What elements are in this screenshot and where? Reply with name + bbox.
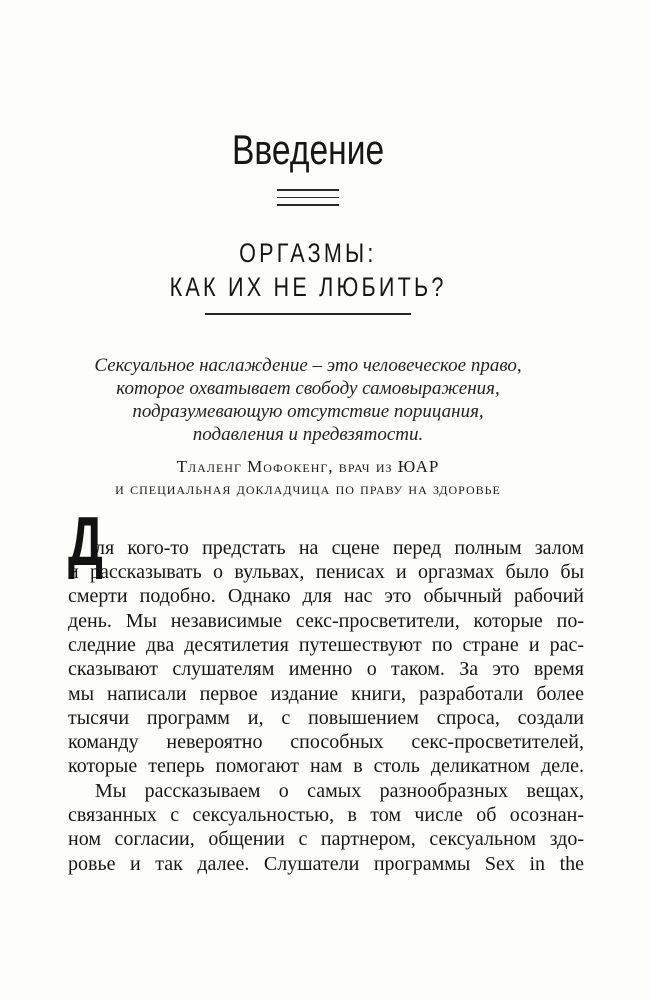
paragraph-2 xyxy=(68,779,584,876)
body-line: ном согласии, общении с партнером, сексуальном здо- xyxy=(68,828,584,851)
body-line: смерти подобно. Однако для нас это обычный рабочий xyxy=(68,585,584,608)
body-line: команду невероятно способных секс-просветителей, xyxy=(68,731,584,754)
drop-cap: Д xyxy=(68,501,103,580)
heading-rule xyxy=(205,313,411,315)
chapter-title-line1: ОРГАЗМЫ: xyxy=(239,237,377,268)
epigraph-line: Сексуальное наслаждение – это человеческое право, xyxy=(94,354,522,376)
body-line: сказывают слушателям именно о таком. За это время xyxy=(68,658,584,681)
body-line: следние два десятилетия путешествуют по стране и рас- xyxy=(68,633,584,656)
epigraph-attribution xyxy=(51,456,565,500)
epigraph-line: подавления и предвзятости. xyxy=(192,423,424,445)
paragraph-1 xyxy=(68,501,584,779)
attribution-line: Тлаленг Мофокенг, врач из ЮАР xyxy=(176,456,440,476)
body-line: Мы рассказываем о самых разнообразных вещах, xyxy=(95,779,584,802)
ornament-bar xyxy=(277,197,339,199)
section-title-text: Введение xyxy=(231,126,385,173)
chapter-title-line2: КАК ИХ НЕ ЛЮБИТЬ? xyxy=(169,271,447,302)
ornament-bar xyxy=(277,189,339,191)
epigraph-line: подразумевающую отсутствие порицания, xyxy=(132,400,484,422)
body-line: связанных с сексуальностью, в том числе об осознан- xyxy=(68,804,584,827)
body-line: которые теперь помогают нам в столь деликатном деле. xyxy=(68,755,584,778)
body-line: день. Мы независимые секс-просветители, которые по- xyxy=(68,609,584,632)
epigraph-line: которое охватывает свободу самовыражения, xyxy=(116,377,500,399)
body-line: ля кого-то предстать на сцене перед полным залом xyxy=(95,536,584,559)
ornament-bar xyxy=(277,204,339,206)
page-header xyxy=(51,0,565,500)
body-text xyxy=(68,501,584,876)
epigraph xyxy=(51,354,565,446)
body-line: и рассказывать о вульвах, пенисах и оргазмах было бы xyxy=(68,561,584,584)
triple-rule-ornament xyxy=(277,189,339,206)
attribution-line: и специальная докладчица по праву на здоровье xyxy=(115,478,501,498)
body-line: тысячи программ и, с повышением спроса, создали xyxy=(68,706,584,729)
section-title xyxy=(51,0,565,172)
body-line: ровье и так далее. Слушатели программы Sex in the xyxy=(68,852,584,875)
chapter-title xyxy=(51,236,565,304)
body-line: мы написали первое издание книги, разработали более xyxy=(68,682,584,705)
